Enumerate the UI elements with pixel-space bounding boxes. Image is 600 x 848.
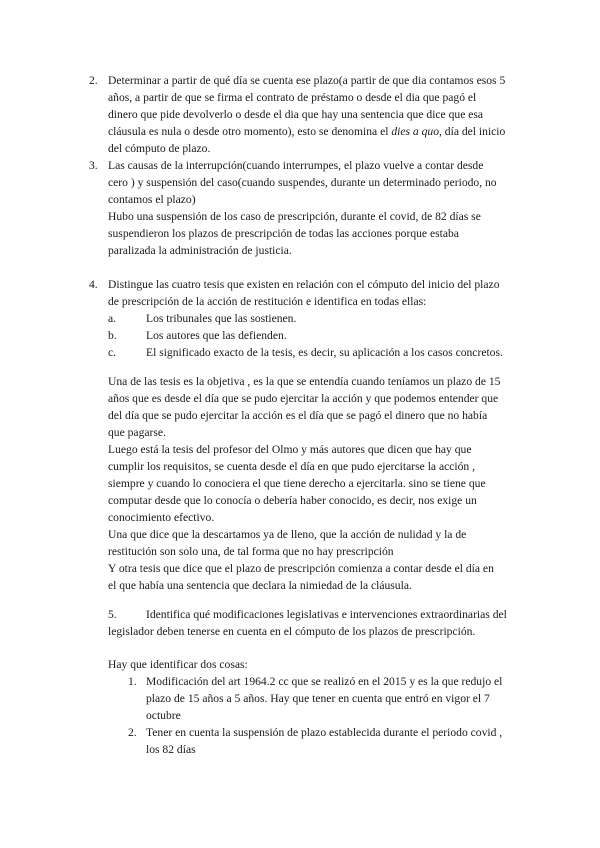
item-2-line-2: años, a partir de que se firma el contrato de préstamo o desde el dia que pagó el bbox=[108, 91, 477, 104]
item-4-number: 4. bbox=[89, 278, 98, 291]
item-3-line-5: suspendieron los plazos de prescripción de todas las acciones porque estaba bbox=[108, 227, 459, 240]
answer-5-item-2-line-1: Tener en cuenta la suspensión de plazo establecida durante el periodo covid , bbox=[146, 726, 503, 739]
item-4-line-1: Distingue las cuatro tesis que existen en relación con el cómputo del inicio del plazo bbox=[108, 278, 500, 291]
item-3-line-4: Hubo una suspensión de los caso de prescripción, durante el covid, de 82 días se bbox=[108, 210, 481, 223]
answer-5-item-2-number: 2. bbox=[128, 726, 137, 739]
subitem-c-text: El significado exacto de la tesis, es decir, su aplicación a los casos concretos. bbox=[146, 346, 503, 359]
item-3-line-1: Las causas de la interrupción(cuando interrumpes, el plazo vuelve a contar desde bbox=[108, 159, 484, 172]
subitem-a-text: Los tribunales que las sostienen. bbox=[146, 312, 297, 325]
answer-5-item-1-number: 1. bbox=[128, 675, 137, 688]
answer-4-line-11: restitución son solo una, de tal forma que no hay prescripción bbox=[108, 545, 394, 558]
answer-5-item-1-line-1: Modificación del art 1964.2 cc que se realizó en el 2015 y es la que redujo el bbox=[146, 675, 503, 688]
answer-4-line-1: Una de las tesis es la objetiva , es la que se entendía cuando teníamos un plazo de 15 bbox=[108, 375, 501, 388]
answer-4-line-13: el que había una sentencia que declara la nimiedad de la cláusula. bbox=[108, 579, 412, 592]
item-5-line-1: Identifica qué modificaciones legislativas e intervenciones extraordinarias del bbox=[146, 608, 507, 621]
item-2-line-4: cláusula es nula o desde otro momento), esto se denomina el dies a quo, día del inicio bbox=[108, 125, 506, 138]
item-2-number: 2. bbox=[89, 74, 98, 87]
item-5-line-2: legislador deben tenerse en cuenta en el cómputo de los plazos de prescripción. bbox=[108, 625, 476, 638]
subitem-b-text: Los autores que las defienden. bbox=[146, 329, 287, 342]
answer-4-line-10: Una que dice que la descartamos ya de lleno, que la acción de nulidad y la de bbox=[108, 528, 467, 541]
answer-4-line-9: conocimiento efectivo. bbox=[108, 511, 215, 524]
item-5-number: 5. bbox=[108, 608, 117, 621]
dies-a-quo-italic: dies a quo bbox=[391, 125, 439, 138]
answer-5-item-2-line-2: los 82 días bbox=[146, 743, 196, 756]
answer-4-line-4: que pagarse. bbox=[108, 426, 166, 439]
answer-4-line-6: cumplir los requisitos, se cuenta desde el día en que pudo ejercitarse la acción , bbox=[108, 460, 476, 473]
answer-4-line-8: computar desde que lo conocía o debería haber conocido, es decir, nos exige un bbox=[108, 494, 477, 507]
item-3-line-6: paralizada la administración de justicia. bbox=[108, 244, 292, 257]
answer-5-item-1-line-2: plazo de 15 años a 5 años. Hay que tener en cuenta que entró en vigor el 7 bbox=[146, 692, 490, 705]
answer-4-line-12: Y otra tesis que dice que el plazo de prescripción comienza a contar desde el día en bbox=[108, 562, 494, 575]
item-2-line-1: Determinar a partir de qué día se cuenta ese plazo(a partir de que dia contamos esos 5 bbox=[108, 74, 506, 87]
answer-4-line-3: del día que se pudo ejercitar la acción es el día que se pagó el dinero que no había bbox=[108, 409, 488, 422]
item-2-line-5: del cómputo de plazo. bbox=[108, 142, 211, 155]
subitem-b-letter: b. bbox=[108, 329, 117, 342]
subitem-a-letter: a. bbox=[108, 312, 117, 325]
answer-4-line-5: Luego está la tesis del profesor del Olmo y más autores que dicen que hay que bbox=[108, 443, 472, 456]
answer-5-item-1-line-3: octubre bbox=[146, 709, 181, 722]
answer-4-line-2: años que es desde el día que se pudo ejercitar la acción y que podemos entender que bbox=[108, 392, 499, 405]
item-3-line-3: contamos el plazo) bbox=[108, 193, 196, 206]
item-2-line-3: dinero que pide devolverlo o desde el dia que hay una sentencia que dice que esa bbox=[108, 108, 484, 121]
answer-4-line-7: siempre y cuando lo conociera el que tiene derecho a ejercitarla. sino se tiene que bbox=[108, 477, 486, 490]
item-3-line-2: cero ) y suspensión del caso(cuando suspendes, durante un determinado periodo, no bbox=[108, 176, 497, 189]
subitem-c-letter: c. bbox=[108, 346, 117, 359]
item-3-number: 3. bbox=[89, 159, 98, 172]
item-4-line-2: de prescripción de la acción de restitución e identifica en todas ellas: bbox=[108, 295, 427, 308]
answer-5-intro: Hay que identificar dos cosas: bbox=[108, 658, 248, 671]
